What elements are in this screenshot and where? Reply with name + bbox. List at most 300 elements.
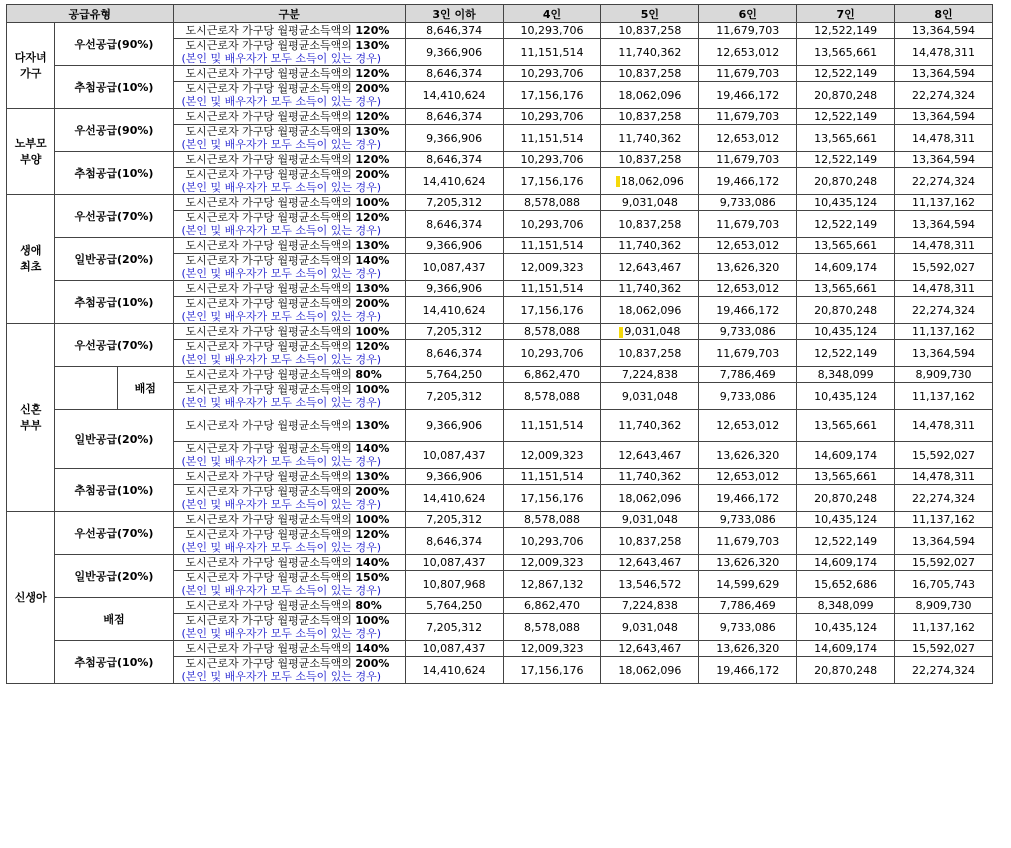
income-value-cell: 10,837,258: [601, 528, 699, 555]
income-value-cell: 11,137,162: [895, 512, 993, 528]
income-value-cell: 22,274,324: [895, 657, 993, 684]
income-value-cell: 14,478,311: [895, 281, 993, 297]
table-row: [7, 324, 993, 340]
income-value-cell: 10,293,706: [503, 109, 601, 125]
criteria-text: 도시근로자 가구당 월평균소득액의 120%: [185, 211, 390, 224]
criteria-cell: [173, 555, 405, 571]
table-row: [7, 152, 993, 168]
criteria-note: (본인 및 배우자가 모두 소득이 있는 경우): [181, 353, 382, 366]
income-value-cell: 8,646,374: [405, 211, 503, 238]
income-value-cell: 18,062,096: [601, 485, 699, 512]
income-value-cell: 11,679,703: [699, 66, 797, 82]
criteria-text: 도시근로자 가구당 월평균소득액의 140%: [185, 642, 390, 655]
income-value-cell: 11,151,514: [503, 39, 601, 66]
income-value-cell: 11,679,703: [699, 528, 797, 555]
income-value-cell: 13,364,594: [895, 211, 993, 238]
income-value-cell: 10,837,258: [601, 152, 699, 168]
supply-type-cell: 일반공급(20%): [55, 555, 173, 598]
criteria-text: 도시근로자 가구당 월평균소득액의 80%: [185, 599, 382, 612]
criteria-percent: 130%: [355, 419, 390, 432]
header-row: [7, 5, 993, 23]
criteria-cell: [173, 39, 405, 66]
criteria-note: (본인 및 배우자가 모두 소득이 있는 경우): [181, 138, 382, 151]
income-value-cell: 7,205,312: [405, 512, 503, 528]
income-value-cell: 8,348,099: [797, 367, 895, 383]
income-value-cell: 13,626,320: [699, 641, 797, 657]
income-value-cell: 10,293,706: [503, 66, 601, 82]
table-row: [7, 238, 993, 254]
income-value-cell: 13,565,661: [797, 410, 895, 442]
table-row: [7, 109, 993, 125]
table-row: [7, 23, 993, 39]
criteria-percent: 120%: [355, 211, 390, 224]
criteria-cell: [173, 211, 405, 238]
income-value-cell: 8,578,088: [503, 383, 601, 410]
criteria-percent: 100%: [355, 325, 390, 338]
supply-type-cell: 배점: [55, 598, 173, 641]
criteria-percent: 200%: [355, 168, 390, 181]
income-value-cell: 15,592,027: [895, 555, 993, 571]
criteria-note: (본인 및 배우자가 모두 소득이 있는 경우): [181, 52, 382, 65]
income-value-cell: 8,578,088: [503, 614, 601, 641]
income-value-cell: 7,205,312: [405, 195, 503, 211]
income-value-cell: 14,478,311: [895, 410, 993, 442]
income-value-cell: 13,565,661: [797, 238, 895, 254]
supply-type-cell: 일반공급(20%): [55, 238, 173, 281]
category-cell: 신혼 부부: [7, 324, 55, 512]
criteria-cell: [173, 485, 405, 512]
supply-type-cell-baejeom: 배점: [118, 367, 174, 410]
income-value-cell: 10,435,124: [797, 614, 895, 641]
income-value-cell: 12,522,149: [797, 340, 895, 367]
table-row: [7, 641, 993, 657]
income-value-cell: 10,293,706: [503, 340, 601, 367]
header-5: 5인: [601, 5, 699, 23]
income-value-cell: 9,366,906: [405, 469, 503, 485]
income-value-cell: 18,062,096: [601, 168, 699, 195]
criteria-text: 도시근로자 가구당 월평균소득액의 130%: [185, 470, 390, 483]
criteria-text: 도시근로자 가구당 월평균소득액의 200%: [185, 168, 390, 181]
supply-type-cell: 일반공급(20%): [55, 410, 173, 469]
income-value-cell: 22,274,324: [895, 485, 993, 512]
criteria-cell: [173, 442, 405, 469]
income-value-cell: 10,293,706: [503, 528, 601, 555]
income-value-cell: 13,565,661: [797, 125, 895, 152]
income-value-cell: 10,435,124: [797, 512, 895, 528]
criteria-cell: [173, 469, 405, 485]
criteria-text: 도시근로자 가구당 월평균소득액의 130%: [185, 282, 390, 295]
income-value-cell: 12,522,149: [797, 109, 895, 125]
income-value-cell: 9,366,906: [405, 125, 503, 152]
criteria-text: 도시근로자 가구당 월평균소득액의 130%: [185, 125, 390, 138]
income-value-cell: 19,466,172: [699, 657, 797, 684]
income-value-cell: 19,466,172: [699, 82, 797, 109]
criteria-text: 도시근로자 가구당 월평균소득액의 120%: [185, 24, 390, 37]
criteria-percent: 130%: [355, 470, 390, 483]
supply-type-cell: 우선공급(70%): [55, 324, 173, 367]
supply-type-cell: 추첨공급(10%): [55, 641, 173, 684]
income-value-cell: 11,679,703: [699, 152, 797, 168]
criteria-text: 도시근로자 가구당 월평균소득액의 200%: [185, 82, 390, 95]
criteria-text: 도시근로자 가구당 월평균소득액의 100%: [185, 513, 390, 526]
income-value-cell: 13,364,594: [895, 528, 993, 555]
criteria-text: 도시근로자 가구당 월평균소득액의 100%: [185, 383, 390, 396]
header-gubun: 구분: [173, 5, 405, 23]
criteria-text: 도시근로자 가구당 월평균소득액의 100%: [185, 196, 390, 209]
income-value-cell: 14,609,174: [797, 442, 895, 469]
criteria-note: (본인 및 배우자가 모두 소득이 있는 경우): [181, 627, 382, 640]
criteria-text: 도시근로자 가구당 월평균소득액의 130%: [185, 419, 390, 432]
income-value-cell: 20,870,248: [797, 485, 895, 512]
income-value-cell: 7,205,312: [405, 383, 503, 410]
income-value-cell: 10,837,258: [601, 23, 699, 39]
income-value-cell: 9,733,086: [699, 324, 797, 340]
criteria-cell: [173, 195, 405, 211]
income-value-cell: 14,410,624: [405, 485, 503, 512]
income-value-cell: 7,224,838: [601, 598, 699, 614]
criteria-note: (본인 및 배우자가 모두 소득이 있는 경우): [181, 95, 382, 108]
income-value-cell: 8,646,374: [405, 23, 503, 39]
income-value-cell: 10,293,706: [503, 152, 601, 168]
income-value-cell: 20,870,248: [797, 82, 895, 109]
income-value-cell: 14,609,174: [797, 555, 895, 571]
income-value-cell: 13,565,661: [797, 39, 895, 66]
criteria-percent: 200%: [355, 297, 390, 310]
income-value-cell: 11,679,703: [699, 23, 797, 39]
criteria-percent: 120%: [355, 24, 390, 37]
table-row: [7, 281, 993, 297]
criteria-cell: [173, 410, 405, 442]
criteria-cell: [173, 512, 405, 528]
criteria-percent: 100%: [355, 614, 390, 627]
income-value-cell: 8,578,088: [503, 324, 601, 340]
income-value-cell: 10,435,124: [797, 195, 895, 211]
income-value-cell: 11,740,362: [601, 410, 699, 442]
income-value-cell: 14,609,174: [797, 641, 895, 657]
criteria-text: 도시근로자 가구당 월평균소득액의 200%: [185, 297, 390, 310]
income-value-cell: 10,837,258: [601, 340, 699, 367]
criteria-percent: 140%: [355, 442, 390, 455]
income-value-cell: 13,364,594: [895, 152, 993, 168]
table-row: [7, 410, 993, 442]
income-value-cell: 12,009,323: [503, 442, 601, 469]
criteria-note: (본인 및 배우자가 모두 소득이 있는 경우): [181, 267, 382, 280]
criteria-percent: 130%: [355, 125, 390, 138]
income-value-cell: 17,156,176: [503, 485, 601, 512]
income-value-cell: 9,366,906: [405, 281, 503, 297]
income-value-cell: 12,522,149: [797, 66, 895, 82]
criteria-text: 도시근로자 가구당 월평균소득액의 130%: [185, 239, 390, 252]
category-cell: 신생아: [7, 512, 55, 684]
criteria-note: (본인 및 배우자가 모두 소득이 있는 경우): [181, 181, 382, 194]
income-value-cell: 10,087,437: [405, 555, 503, 571]
supply-type-cell: 추첨공급(10%): [55, 152, 173, 195]
income-value-cell: 9,031,048: [601, 195, 699, 211]
income-value-cell: 8,909,730: [895, 598, 993, 614]
income-value-cell: 8,909,730: [895, 367, 993, 383]
income-value-cell: 14,410,624: [405, 168, 503, 195]
income-value-cell: 10,435,124: [797, 383, 895, 410]
income-value-cell: 11,137,162: [895, 324, 993, 340]
criteria-percent: 200%: [355, 657, 390, 670]
income-value-cell: 13,364,594: [895, 23, 993, 39]
income-table: [6, 4, 993, 684]
income-value-cell: 17,156,176: [503, 168, 601, 195]
criteria-text: 도시근로자 가구당 월평균소득액의 100%: [185, 325, 390, 338]
income-value-cell: 14,478,311: [895, 469, 993, 485]
criteria-cell: [173, 82, 405, 109]
table-row: [7, 555, 993, 571]
income-value-cell: 22,274,324: [895, 82, 993, 109]
income-value-cell: 12,643,467: [601, 254, 699, 281]
income-value-cell: 9,733,086: [699, 614, 797, 641]
income-value-cell: 7,205,312: [405, 324, 503, 340]
criteria-percent: 130%: [355, 39, 390, 52]
table-row: [7, 512, 993, 528]
criteria-note: (본인 및 배우자가 모두 소득이 있는 경우): [181, 455, 382, 468]
income-value-cell: 13,626,320: [699, 555, 797, 571]
criteria-note: (본인 및 배우자가 모두 소득이 있는 경우): [181, 584, 382, 597]
income-value-cell: 5,764,250: [405, 367, 503, 383]
criteria-text: 도시근로자 가구당 월평균소득액의 120%: [185, 67, 390, 80]
income-value-cell: 9,733,086: [699, 512, 797, 528]
income-value-cell: 14,410,624: [405, 82, 503, 109]
income-value-cell: 9,366,906: [405, 410, 503, 442]
criteria-text: 도시근로자 가구당 월평균소득액의 150%: [185, 571, 390, 584]
income-value-cell: 14,478,311: [895, 125, 993, 152]
criteria-percent: 200%: [355, 82, 390, 95]
income-value-cell: 8,646,374: [405, 152, 503, 168]
criteria-cell: [173, 125, 405, 152]
income-value-cell: 17,156,176: [503, 297, 601, 324]
table-row: [7, 469, 993, 485]
income-value-cell: 10,837,258: [601, 66, 699, 82]
income-value-cell: 11,151,514: [503, 281, 601, 297]
income-value-cell: 10,837,258: [601, 109, 699, 125]
table-body: [7, 23, 993, 684]
income-value-cell: 12,653,012: [699, 125, 797, 152]
income-value-cell: 19,466,172: [699, 168, 797, 195]
income-value-cell: 11,679,703: [699, 340, 797, 367]
income-table-container: [6, 4, 993, 684]
criteria-cell: [173, 641, 405, 657]
criteria-percent: 120%: [355, 153, 390, 166]
criteria-cell: [173, 571, 405, 598]
criteria-text: 도시근로자 가구당 월평균소득액의 120%: [185, 153, 390, 166]
criteria-text: 도시근로자 가구당 월평균소득액의 140%: [185, 254, 390, 267]
criteria-cell: [173, 383, 405, 410]
header-3: 3인 이하: [405, 5, 503, 23]
income-value-cell: 10,087,437: [405, 254, 503, 281]
criteria-cell: [173, 324, 405, 340]
criteria-cell: [173, 109, 405, 125]
income-value-cell: 18,062,096: [601, 82, 699, 109]
criteria-cell: [173, 238, 405, 254]
income-value-cell: 11,679,703: [699, 109, 797, 125]
income-value-cell: 10,807,968: [405, 571, 503, 598]
income-value-cell: 7,786,469: [699, 598, 797, 614]
criteria-cell: [173, 340, 405, 367]
header-4: 4인: [503, 5, 601, 23]
criteria-percent: 100%: [355, 196, 390, 209]
income-value-cell: 13,626,320: [699, 442, 797, 469]
table-row: [7, 66, 993, 82]
income-value-cell: 12,653,012: [699, 410, 797, 442]
criteria-note: (본인 및 배우자가 모두 소득이 있는 경우): [181, 396, 382, 409]
income-value-cell: 11,740,362: [601, 39, 699, 66]
criteria-percent: 120%: [355, 340, 390, 353]
income-value-cell: 11,137,162: [895, 614, 993, 641]
income-value-cell: 18,062,096: [601, 657, 699, 684]
income-value-cell: 11,151,514: [503, 469, 601, 485]
supply-type-cell: [55, 367, 118, 410]
supply-type-cell: 우선공급(70%): [55, 195, 173, 238]
income-value-cell: 12,653,012: [699, 281, 797, 297]
income-value-cell: 14,599,629: [699, 571, 797, 598]
income-value-cell: 15,592,027: [895, 254, 993, 281]
income-value-cell: 6,862,470: [503, 367, 601, 383]
income-value-cell: 10,293,706: [503, 211, 601, 238]
criteria-note: (본인 및 배우자가 모두 소득이 있는 경우): [181, 670, 382, 683]
income-value-cell: 13,565,661: [797, 281, 895, 297]
criteria-percent: 80%: [355, 368, 382, 381]
income-value-cell: 20,870,248: [797, 168, 895, 195]
header-8: 8인: [895, 5, 993, 23]
income-value-cell: 13,565,661: [797, 469, 895, 485]
income-value-cell: 9,366,906: [405, 238, 503, 254]
income-value-cell: 8,578,088: [503, 512, 601, 528]
header-7: 7인: [797, 5, 895, 23]
criteria-percent: 120%: [355, 110, 390, 123]
supply-type-cell: 추첨공급(10%): [55, 66, 173, 109]
criteria-text: 도시근로자 가구당 월평균소득액의 130%: [185, 39, 390, 52]
criteria-note: (본인 및 배우자가 모두 소득이 있는 경우): [181, 224, 382, 237]
criteria-percent: 150%: [355, 571, 390, 584]
criteria-text: 도시근로자 가구당 월평균소득액의 120%: [185, 340, 390, 353]
supply-type-cell: 추첨공급(10%): [55, 281, 173, 324]
income-value-cell: 11,137,162: [895, 383, 993, 410]
income-value-cell: 12,522,149: [797, 211, 895, 238]
income-value-cell: 9,733,086: [699, 383, 797, 410]
income-value-cell: 14,609,174: [797, 254, 895, 281]
table-row: [7, 598, 993, 614]
criteria-percent: 200%: [355, 485, 390, 498]
income-value-cell: 18,062,096: [601, 297, 699, 324]
criteria-text: 도시근로자 가구당 월평균소득액의 100%: [185, 614, 390, 627]
income-value-cell: 16,705,743: [895, 571, 993, 598]
income-value-cell: 10,293,706: [503, 23, 601, 39]
income-value-cell: 9,366,906: [405, 39, 503, 66]
criteria-percent: 100%: [355, 383, 390, 396]
supply-type-cell: 우선공급(90%): [55, 109, 173, 152]
income-value-cell: 11,151,514: [503, 125, 601, 152]
criteria-percent: 120%: [355, 67, 390, 80]
income-value-cell: 11,679,703: [699, 211, 797, 238]
table-row: [7, 195, 993, 211]
income-value-cell: 12,867,132: [503, 571, 601, 598]
income-value-cell: 11,740,362: [601, 281, 699, 297]
income-value-cell: 15,652,686: [797, 571, 895, 598]
income-value-cell: 9,031,048: [601, 614, 699, 641]
criteria-cell: [173, 168, 405, 195]
income-value-cell: 14,410,624: [405, 657, 503, 684]
income-value-cell: 10,837,258: [601, 211, 699, 238]
income-value-cell: 9,031,048: [601, 383, 699, 410]
income-value-cell: 14,478,311: [895, 39, 993, 66]
criteria-cell: [173, 152, 405, 168]
income-value-cell: 13,364,594: [895, 109, 993, 125]
income-value-cell: 5,764,250: [405, 598, 503, 614]
income-value-cell: 12,522,149: [797, 23, 895, 39]
criteria-cell: [173, 657, 405, 684]
criteria-percent: 140%: [355, 254, 390, 267]
criteria-text: 도시근로자 가구당 월평균소득액의 120%: [185, 528, 390, 541]
category-cell: 다자녀 가구: [7, 23, 55, 109]
highlight-mark: [619, 327, 623, 338]
income-value-cell: 10,435,124: [797, 324, 895, 340]
criteria-cell: [173, 528, 405, 555]
income-value-cell: 20,870,248: [797, 297, 895, 324]
income-value-cell: 11,740,362: [601, 469, 699, 485]
income-value-cell: 9,733,086: [699, 195, 797, 211]
income-value-cell: 12,643,467: [601, 641, 699, 657]
income-value-cell: 12,653,012: [699, 469, 797, 485]
income-value-cell: 15,592,027: [895, 641, 993, 657]
criteria-text: 도시근로자 가구당 월평균소득액의 120%: [185, 110, 390, 123]
income-value-cell: 8,646,374: [405, 109, 503, 125]
income-value-cell: 19,466,172: [699, 485, 797, 512]
criteria-cell: [173, 66, 405, 82]
income-value-cell: 19,466,172: [699, 297, 797, 324]
income-value-cell: 13,626,320: [699, 254, 797, 281]
criteria-note: (본인 및 배우자가 모두 소득이 있는 경우): [181, 541, 382, 554]
criteria-percent: 140%: [355, 556, 390, 569]
criteria-cell: [173, 254, 405, 281]
income-value-cell: 8,578,088: [503, 195, 601, 211]
header-type: 공급유형: [7, 5, 174, 23]
income-value-cell: 8,646,374: [405, 340, 503, 367]
income-value-cell: 13,546,572: [601, 571, 699, 598]
income-value-cell: 20,870,248: [797, 657, 895, 684]
income-value-cell: 12,522,149: [797, 528, 895, 555]
criteria-percent: 80%: [355, 599, 382, 612]
income-value-cell: 12,643,467: [601, 555, 699, 571]
income-value-cell: 10,087,437: [405, 641, 503, 657]
criteria-percent: 100%: [355, 513, 390, 526]
criteria-text: 도시근로자 가구당 월평균소득액의 140%: [185, 556, 390, 569]
income-value-cell: 12,009,323: [503, 641, 601, 657]
income-value-cell: 7,786,469: [699, 367, 797, 383]
income-value-cell: 22,274,324: [895, 297, 993, 324]
highlight-mark: [616, 176, 620, 187]
criteria-note: (본인 및 배우자가 모두 소득이 있는 경우): [181, 498, 382, 511]
income-value-cell: 13,364,594: [895, 340, 993, 367]
income-value-cell: 17,156,176: [503, 82, 601, 109]
criteria-percent: 130%: [355, 239, 390, 252]
income-value-cell: 12,522,149: [797, 152, 895, 168]
criteria-percent: 140%: [355, 642, 390, 655]
income-value-cell: 12,009,323: [503, 555, 601, 571]
income-value-cell: 14,478,311: [895, 238, 993, 254]
income-value-cell: 11,740,362: [601, 125, 699, 152]
income-value-cell: 6,862,470: [503, 598, 601, 614]
supply-type-cell: 우선공급(90%): [55, 23, 173, 66]
income-value-cell: 9,031,048: [601, 512, 699, 528]
criteria-cell: [173, 614, 405, 641]
income-value-cell: 17,156,176: [503, 657, 601, 684]
income-value-cell: 9,031,048: [601, 324, 699, 340]
criteria-text: 도시근로자 가구당 월평균소득액의 200%: [185, 657, 390, 670]
